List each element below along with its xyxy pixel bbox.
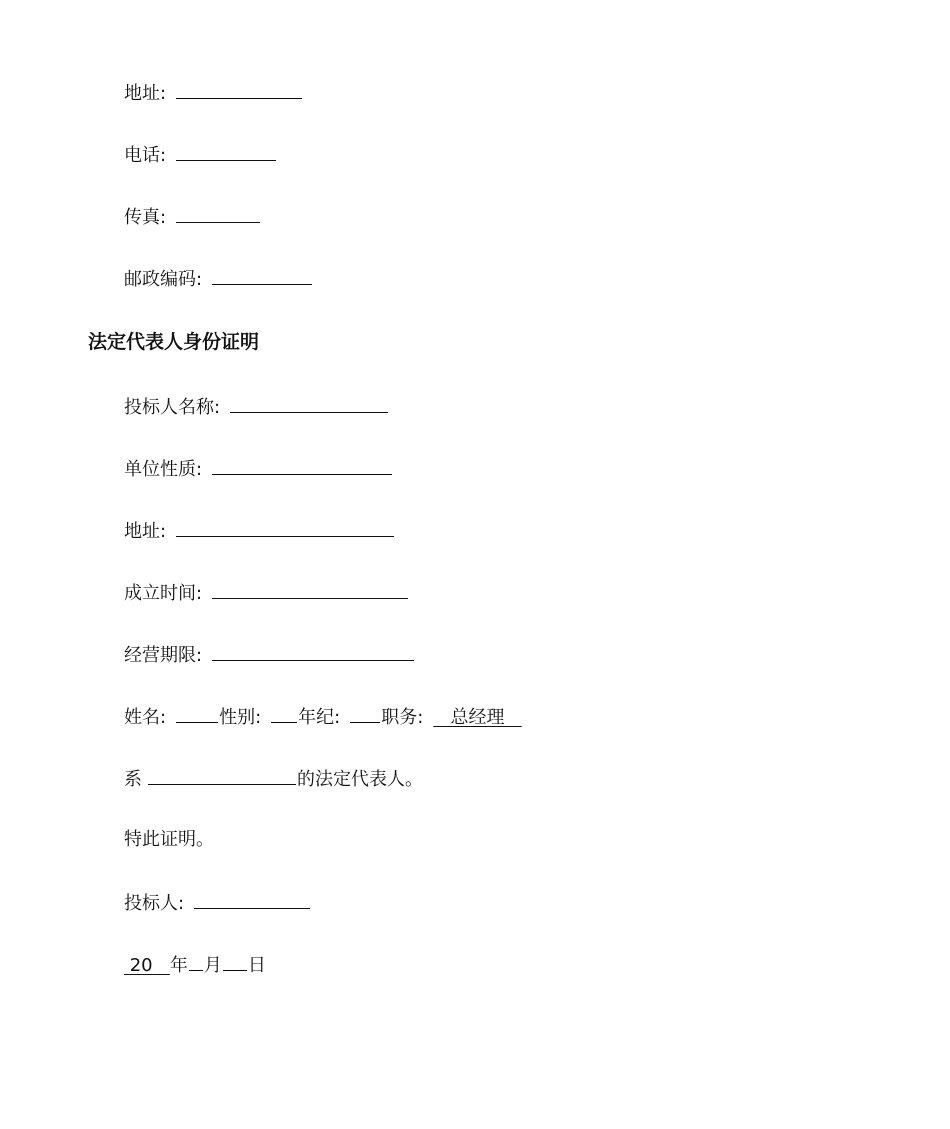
postcode-blank[interactable] — [212, 266, 312, 285]
phone-blank[interactable] — [176, 142, 276, 161]
fax-blank[interactable] — [176, 204, 260, 223]
year-label: 年 — [169, 955, 188, 976]
postcode-label: 邮政编码: — [124, 269, 203, 290]
certify-text: 特此证明。 — [124, 829, 214, 850]
business-term-row — [124, 642, 415, 668]
name-label: 姓名: — [124, 707, 167, 728]
certify-row — [124, 828, 214, 852]
address-row-2 — [124, 518, 395, 544]
business-term-label: 经营期限: — [124, 645, 203, 666]
name-blank[interactable] — [176, 704, 218, 723]
day-label: 日 — [247, 955, 266, 976]
relation-row — [124, 766, 423, 792]
address-label-2: 地址: — [124, 521, 167, 542]
unit-nature-row — [124, 456, 393, 482]
postcode-row — [124, 266, 313, 292]
age-blank[interactable] — [350, 704, 380, 723]
month-label: 月 — [203, 955, 222, 976]
age-label: 年纪: — [298, 707, 341, 728]
address-blank-2[interactable] — [176, 518, 394, 537]
company-blank[interactable] — [148, 766, 296, 785]
bidder-name-label: 投标人名称: — [124, 397, 221, 418]
year-field[interactable] — [124, 955, 170, 976]
position-label: 职务: — [381, 707, 424, 728]
gender-label: 性别: — [219, 707, 262, 728]
unit-nature-blank[interactable] — [212, 456, 392, 475]
bidder-signature-row — [124, 890, 311, 916]
position-value: 总经理 — [450, 707, 505, 728]
address-label: 地址: — [124, 83, 167, 104]
bidder-blank[interactable] — [194, 890, 310, 909]
position-field[interactable] — [433, 707, 521, 728]
personal-info-row — [124, 704, 522, 730]
relation-suffix: 的法定代表人。 — [297, 769, 423, 790]
established-label: 成立时间: — [124, 583, 203, 604]
date-row — [124, 952, 266, 978]
phone-row — [124, 142, 277, 168]
address-blank[interactable] — [176, 80, 302, 99]
year-value: 20 — [129, 955, 153, 976]
month-blank[interactable] — [189, 952, 203, 971]
day-blank[interactable] — [223, 952, 247, 971]
bidder-name-row — [124, 394, 389, 420]
bidder-name-blank[interactable] — [230, 394, 388, 413]
phone-label: 电话: — [124, 145, 167, 166]
relation-prefix: 系 — [124, 769, 142, 790]
gender-blank[interactable] — [271, 704, 297, 723]
address-row — [124, 80, 303, 106]
fax-label: 传真: — [124, 207, 167, 228]
unit-nature-label: 单位性质: — [124, 459, 203, 480]
business-term-blank[interactable] — [212, 642, 414, 661]
established-blank[interactable] — [212, 580, 408, 599]
bidder-label: 投标人: — [124, 893, 185, 914]
fax-row — [124, 204, 261, 230]
established-row — [124, 580, 409, 606]
section-heading: 法定代表人身份证明 — [88, 331, 260, 353]
